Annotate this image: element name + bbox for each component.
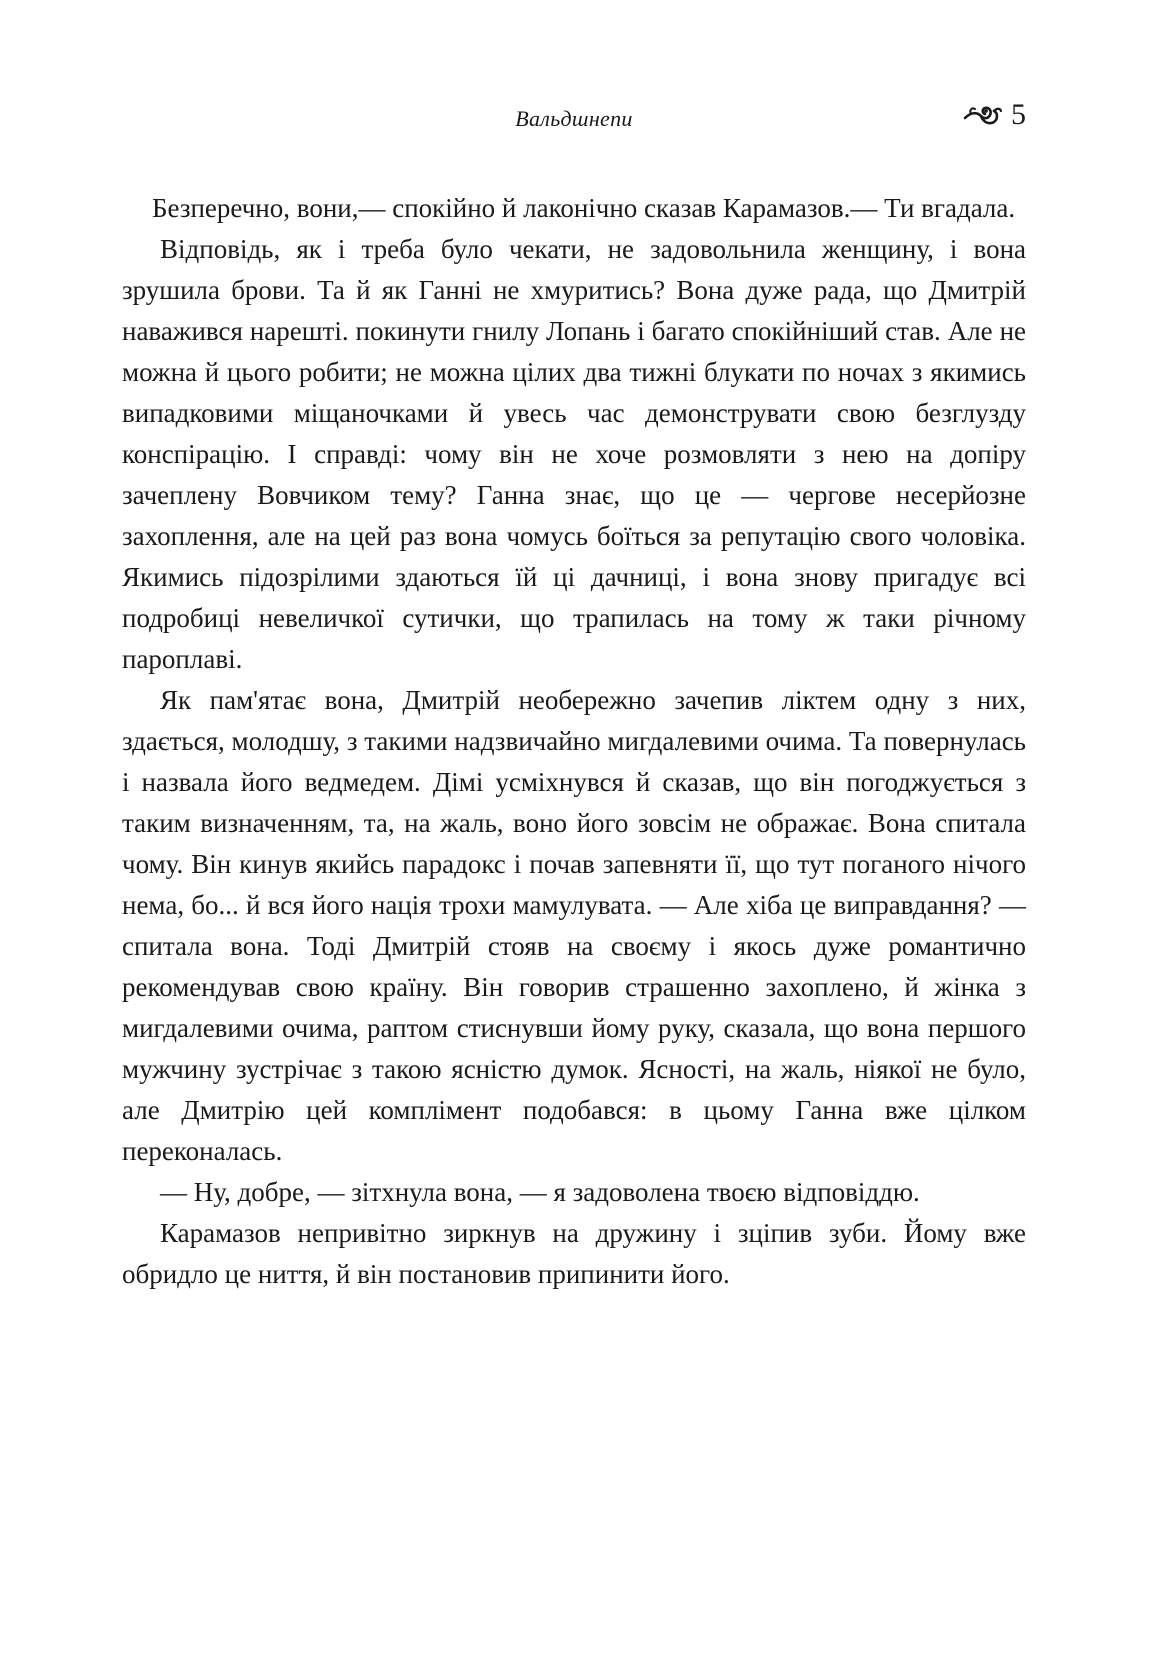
paragraph-4: — Ну, добре, — зітхнула вона, — я задоволена твоєю відповіддю. bbox=[160, 1177, 920, 1207]
page-number: 5 bbox=[1011, 98, 1026, 131]
paragraph-3: Як пам'ятає вона, Дмитрій необережно зачепив ліктем одну з них, здається, молодшу, з такими надзвичайно мигдалевими очима. Та повернулась і назвала його ведмедем. Дімі усміхнувся й сказав, що він погоджується з таким визначенням, та, на жаль, воно його зовсім не ображає. Вона спитала чому. Він кинув якийсь парадокс і почав запевняти її, що тут поганого нічого нема, бо... й вся його нація трохи мамулувата. — Але хіба це виправдання? — спитала вона. Тоді Дмитрій стояв на своєму і якось дуже романтично рекомендував свою країну. Він говорив страшенно захоплено, й жінка з мигдалевими очима, раптом стиснувши йому руку, сказала, що вона першого мужчину зустрічає з такою ясністю думок. Ясності, на жаль, ніякої не було, але Дмитрію цей комплімент подобався: в цьому Ганна вже цілком переконалась. bbox=[122, 685, 1026, 1166]
folio bbox=[963, 100, 1026, 130]
paragraph-2: Відповідь, як і треба було чекати, не задовольнила женщину, і вона зрушила брови. Та й як Ганні не хмуритись? Вона дуже рада, що Дмитрій наважився нарешті. покинути гнилу Лопань і багато спокійніший став. Але не можна й цього робити; не можна цілих два тижні блукати по ночах з якимись випадковими міщаночками й увесь час демонструвати свою безглузду конспірацію. І справді: чому він не хоче розмовляти з нею на допіру зачеплену Вовчиком тему? Ганна знає, що це — чергове несерйозне захоплення, але на цей раз вона чомусь боїться за репутацію свого чоловіка. Якимись підозрілими здаються їй ці дачниці, і вона знову пригадує всі подробиці невеличкої сутички, що трапилась на тому ж таки річному пароплаві. bbox=[122, 234, 1026, 674]
fleuron-icon bbox=[963, 102, 1003, 128]
running-head bbox=[122, 100, 1026, 140]
text-block bbox=[122, 188, 1026, 1295]
paragraph-1: Безперечно, вони,— спокійно й лаконічно сказав Карамазов.— Ти вгадала. bbox=[152, 193, 1016, 223]
paragraph-5: Карамазов непривітно зиркнув на дружину і зціпив зуби. Йому вже обридло це ниття, й він постановив припинити його. bbox=[122, 1218, 1026, 1289]
running-title: Вальдшнепи bbox=[515, 106, 633, 131]
